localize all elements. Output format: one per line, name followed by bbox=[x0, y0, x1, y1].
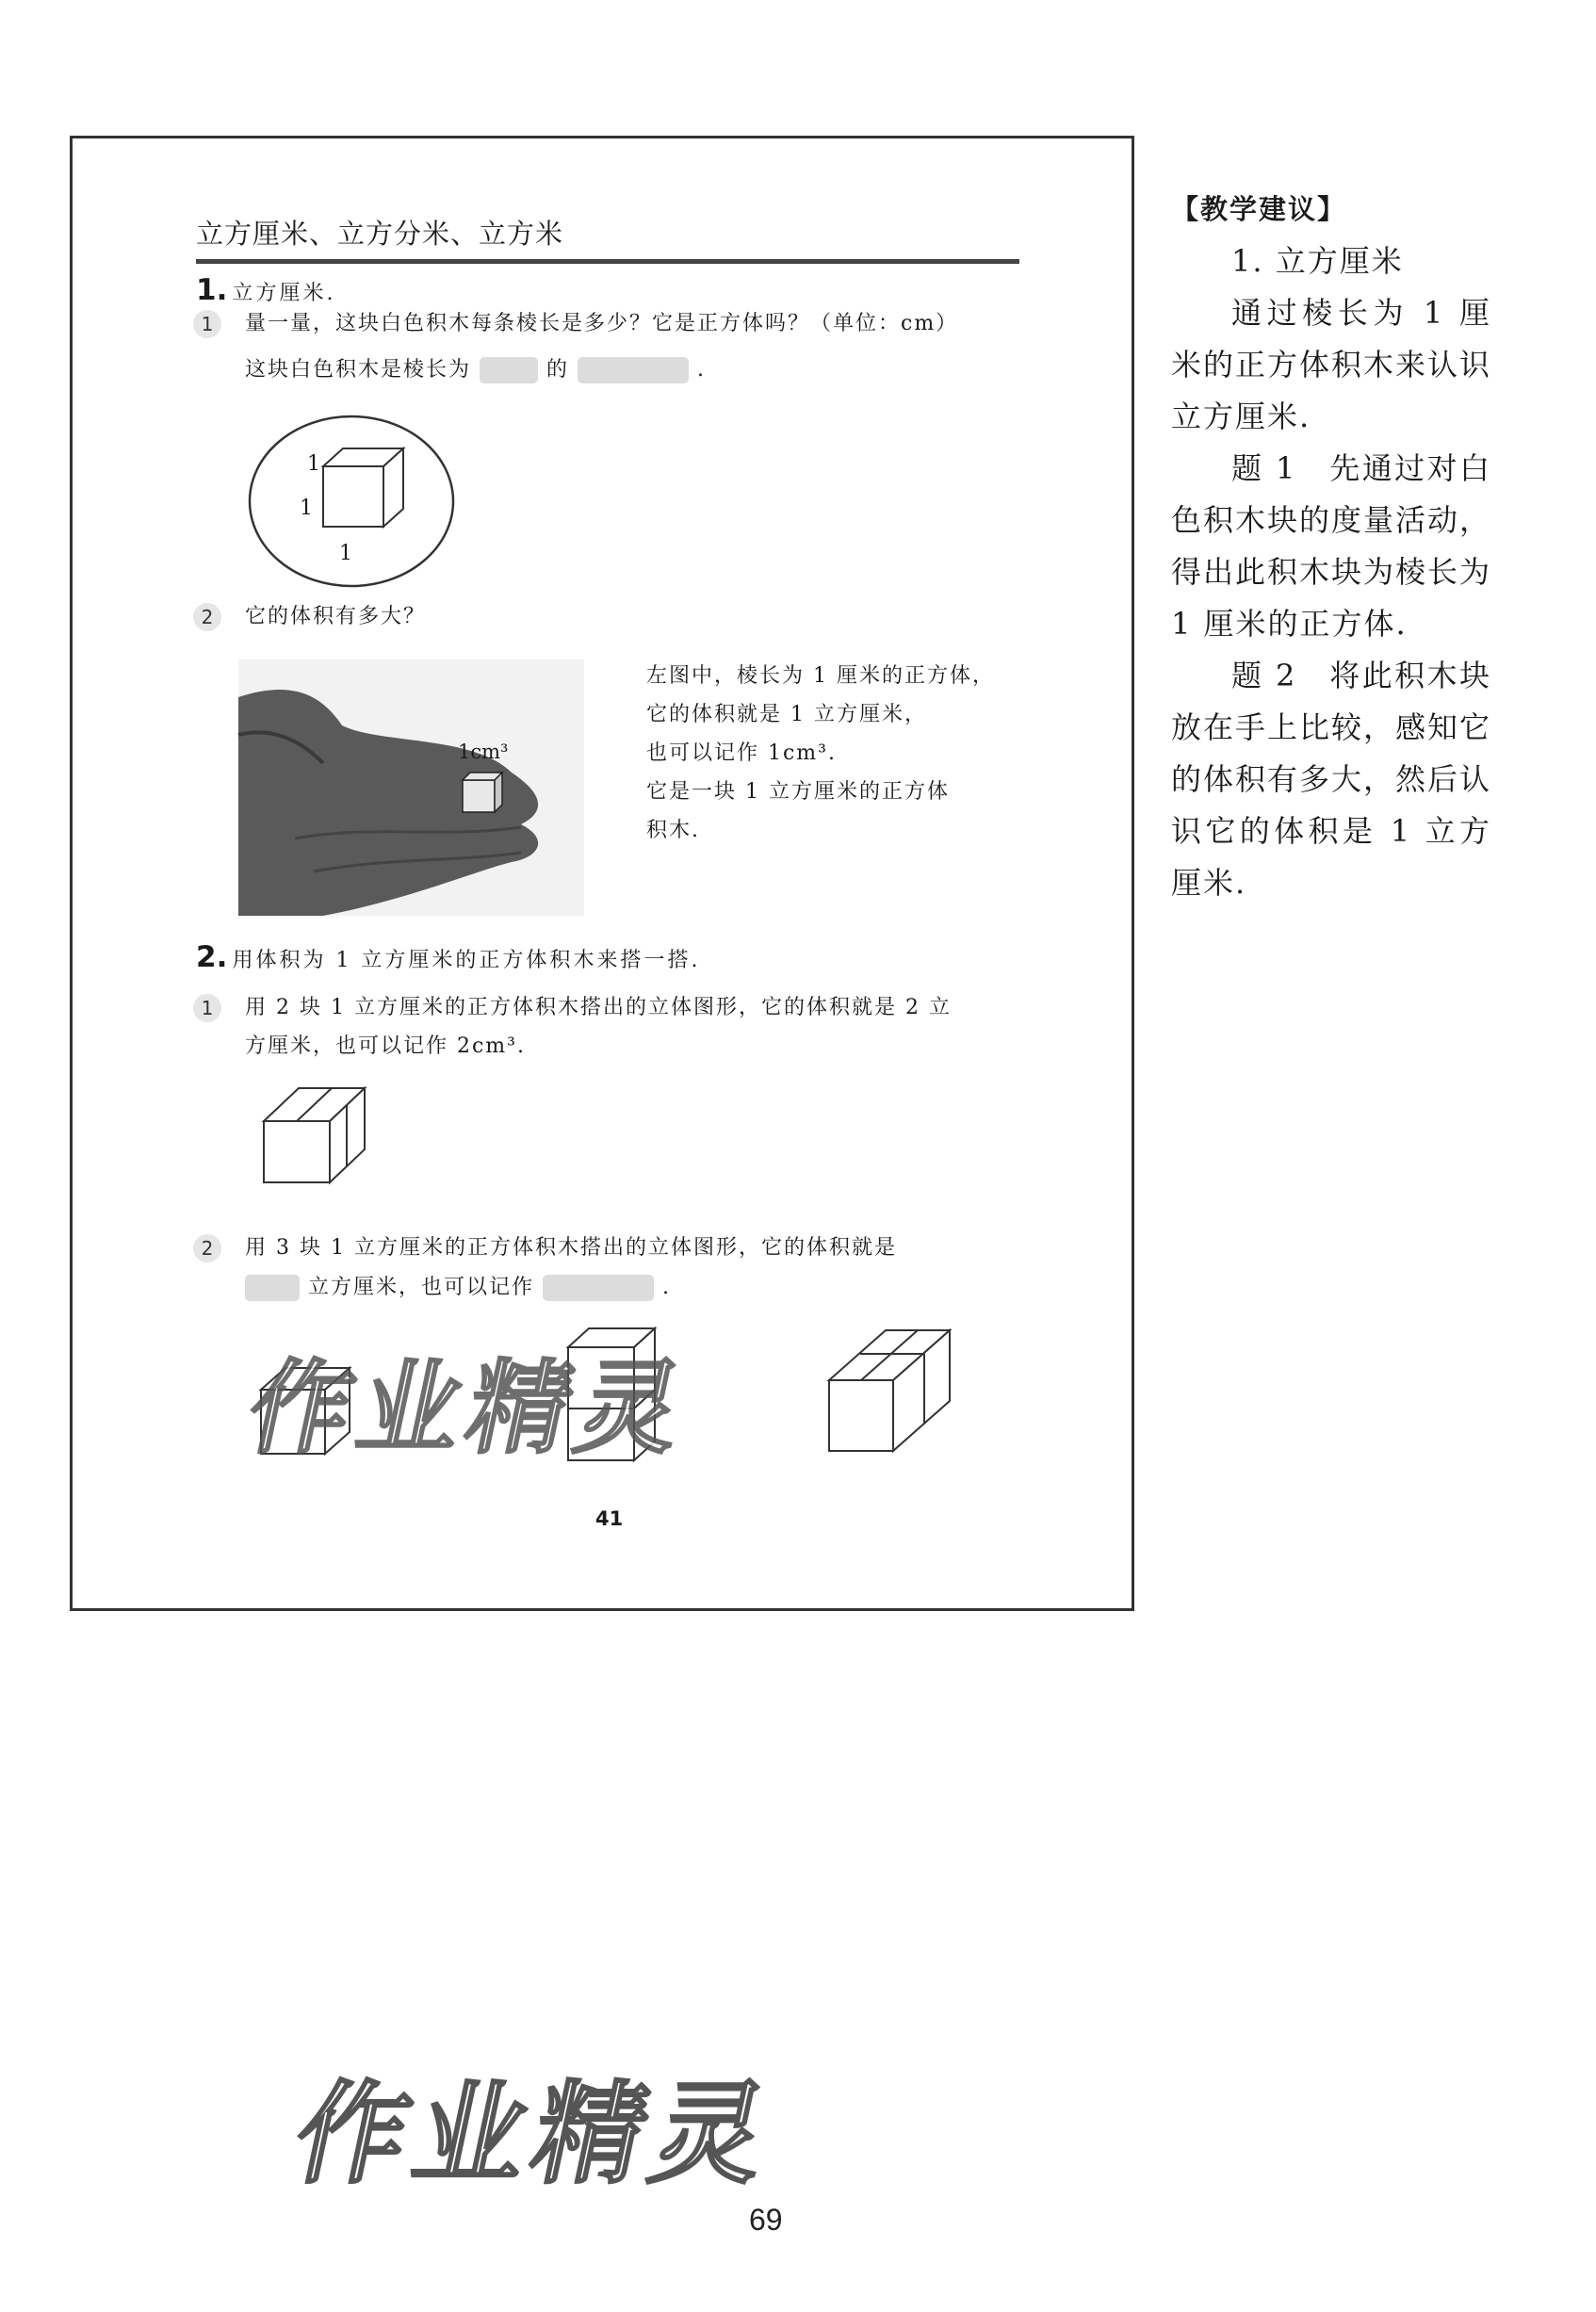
two-cube-figure bbox=[259, 1083, 372, 1187]
edge-length-blank[interactable] bbox=[480, 357, 538, 383]
answer-mid: 的 bbox=[546, 358, 570, 382]
q2-sub2-number: 2 bbox=[193, 1234, 221, 1262]
cube-oval-figure bbox=[243, 415, 460, 603]
cube-label-width: 1 bbox=[339, 542, 352, 565]
question-1-header bbox=[196, 273, 335, 307]
desc-line: 积木. bbox=[646, 819, 700, 842]
q2-sub1-line1: 用 2 块 1 立方厘米的正方体积木搭出的立体图形，它的体积就是 2 立 bbox=[245, 996, 952, 1019]
volume-number-blank[interactable] bbox=[245, 1275, 300, 1301]
cube-label-depth: 1 bbox=[307, 452, 320, 476]
desc-line: 它是一块 1 立方厘米的正方体 bbox=[646, 780, 950, 804]
q2-sub2-line2 bbox=[245, 1268, 671, 1307]
q1-sub1-answer-line bbox=[245, 350, 706, 389]
volume-notation-blank[interactable] bbox=[543, 1275, 654, 1301]
unit-cube-drawing bbox=[323, 448, 403, 527]
desc-line: 它的体积就是 1 立方厘米， bbox=[646, 703, 927, 726]
page-number: 69 bbox=[749, 2203, 783, 2237]
q2-sub2-line1: 用 3 块 1 立方厘米的正方体积木搭出的立体图形，它的体积就是 bbox=[245, 1236, 897, 1260]
advice-paragraph: 题 2 将此积木块放在手上比较，感知它的体积有多大，然后认识它的体积是 1 立方厘米. bbox=[1171, 658, 1492, 901]
teaching-advice-panel bbox=[1171, 184, 1491, 909]
q1-sub2-text: 它的体积有多大？ bbox=[245, 605, 427, 628]
hand-cube-photo bbox=[238, 659, 584, 916]
q1-sub1-text: 量一量，这块白色积木每条棱长是多少？它是正方体吗？（单位：cm） bbox=[245, 312, 959, 335]
cubic-cm-description bbox=[646, 657, 995, 850]
shape-name-blank[interactable] bbox=[578, 357, 689, 383]
watermark-outer: 作业精灵 bbox=[284, 2069, 787, 2199]
q2-sub2-line2-end: . bbox=[662, 1276, 672, 1299]
photo-cube bbox=[463, 773, 502, 812]
three-cube-figure-c bbox=[827, 1328, 959, 1456]
question-1-number: 1. bbox=[196, 273, 228, 307]
desc-line: 左图中，棱长为 1 厘米的正方体， bbox=[646, 664, 995, 688]
desc-line: 也可以记作 1cm³. bbox=[646, 741, 837, 765]
title-underline bbox=[196, 259, 1019, 264]
advice-paragraph: 通过棱长为 1 厘米的正方体积木来认识立方厘米. bbox=[1171, 295, 1492, 434]
question-1-text: 立方厘米. bbox=[232, 282, 336, 305]
advice-paragraph: 题 1 先通过对白色积木块的度量活动，得出此积木块为棱长为 1 厘米的正方体. bbox=[1171, 450, 1492, 642]
section-title: 立方厘米、立方分米、立方米 bbox=[196, 218, 564, 250]
answer-end: . bbox=[697, 358, 707, 382]
inner-page-number: 41 bbox=[595, 1507, 624, 1530]
question-2-text: 用体积为 1 立方厘米的正方体积木来搭一搭. bbox=[232, 949, 701, 972]
q2-sub1-number: 1 bbox=[193, 994, 221, 1022]
advice-subheading: 1. 立方厘米 bbox=[1231, 243, 1404, 279]
cube-label-height: 1 bbox=[300, 497, 313, 520]
q1-sub2-number: 2 bbox=[193, 603, 221, 631]
question-2-header bbox=[196, 940, 700, 974]
photo-cube-label: 1cm³ bbox=[458, 741, 509, 763]
advice-heading: 【教学建议】 bbox=[1171, 193, 1347, 225]
q1-sub1-number: 1 bbox=[193, 310, 221, 338]
answer-prefix: 这块白色积木是棱长为 bbox=[245, 358, 472, 382]
question-2-number: 2. bbox=[196, 940, 228, 974]
q2-sub1-line2: 方厘米，也可以记作 2cm³. bbox=[245, 1034, 526, 1058]
watermark-inner: 作业精灵 bbox=[237, 1350, 701, 1468]
q2-sub2-line2-text: 立方厘米，也可以记作 bbox=[308, 1276, 535, 1299]
